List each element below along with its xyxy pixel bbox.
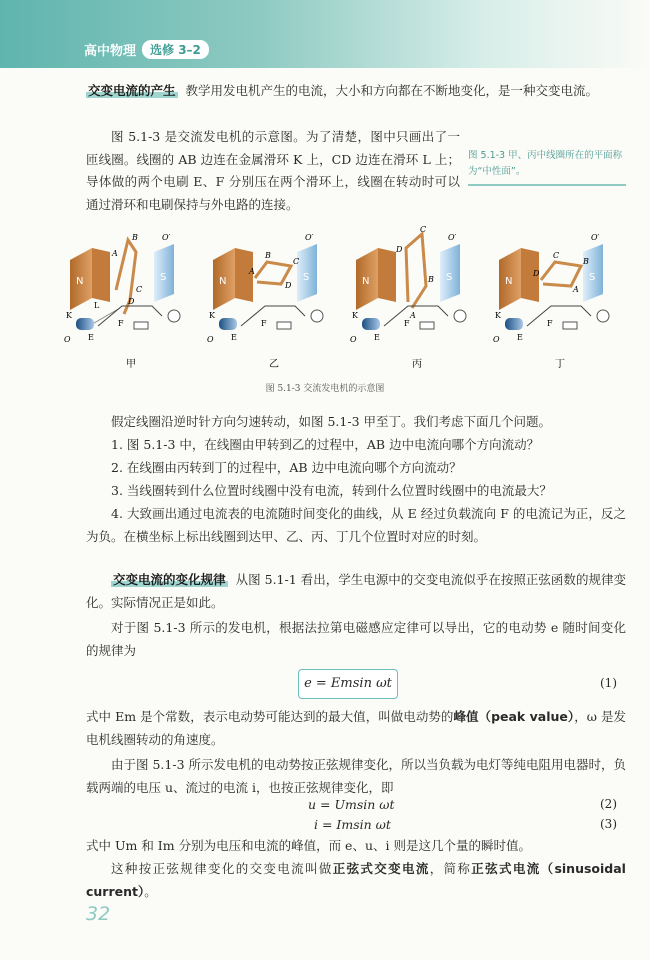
equation-2-number: (2) xyxy=(600,797,617,811)
svg-text:C: C xyxy=(293,257,300,266)
svg-text:A: A xyxy=(410,311,416,320)
equation-3-number: (3) xyxy=(600,817,617,831)
question-2: 2. 在线圈由丙转到丁的过程中，AB 边中电流向哪个方向流动？ xyxy=(111,460,462,475)
svg-text:K: K xyxy=(209,311,215,320)
svg-text:E: E xyxy=(374,333,380,342)
svg-text:O′: O′ xyxy=(162,233,171,242)
magnet-s-label: S xyxy=(160,272,167,283)
svg-text:C: C xyxy=(553,251,560,260)
section2-paragraph-2: 对于图 5.1-3 所示的发电机，根据法拉第电磁感应定律可以导出，它的电动势 e 随时间变化的规律为 xyxy=(86,620,626,658)
svg-text:D: D xyxy=(285,281,292,290)
svg-text:K: K xyxy=(495,311,501,320)
svg-text:B: B xyxy=(132,233,138,242)
svg-text:N: N xyxy=(219,276,227,287)
svg-text:F: F xyxy=(118,319,124,328)
svg-text:A: A xyxy=(573,285,579,294)
keyword-sinusoidal-ac: 正弦式交变电流 xyxy=(332,861,430,876)
questions-intro: 假定线圈沿逆时针方向匀速转动，如图 5.1-3 甲至丁。我们考虑下面几个问题。 xyxy=(111,414,552,429)
book-title: 高中物理 xyxy=(84,44,137,59)
panel-bing xyxy=(350,225,466,370)
panel-ding xyxy=(493,233,609,370)
keyword-peak: 峰值 xyxy=(453,709,479,724)
svg-text:O′: O′ xyxy=(591,233,600,242)
svg-text:A: A xyxy=(112,249,118,258)
svg-text:N: N xyxy=(362,276,370,287)
magnet-n-label: N xyxy=(76,276,84,287)
section2-paragraph-6: 这种按正弦规律变化的交变电流叫做正弦式交变电流，简称正弦式电流（sinusoidal current）。 xyxy=(86,861,626,899)
svg-text:O: O xyxy=(350,335,357,344)
svg-text:B: B xyxy=(265,251,271,260)
panel-label-ding: 丁 xyxy=(555,359,565,370)
question-1: 1. 图 5.1-3 中，在线圈由甲转到乙的过程中，AB 边中电流向哪个方向流动？ xyxy=(111,437,540,452)
question-3: 3. 当线圈转到什么位置时线圈中没有电流，转到什么位置时线圈中的电流最大？ xyxy=(111,483,552,498)
svg-text:K: K xyxy=(352,311,358,320)
panel-label-yi: 乙 xyxy=(269,359,279,370)
svg-text:F: F xyxy=(261,319,267,328)
svg-text:A: A xyxy=(249,267,255,276)
section1-p1-text: 教学用发电机产生的电流，大小和方向都在不断地变化，是一种交变电流。 xyxy=(185,83,599,98)
svg-text:D: D xyxy=(128,297,135,306)
section1-paragraph-2: 图 5.1-3 是交流发电机的示意图。为了清楚，图中只画出了一匝线圈。线圈的 AB 边连在金属滑环 K 上，CD 边连在滑环 L 上；导体做的两个电刷 E、F 分别压在两个滑环上，线圈在转动时可以通过滑环和电刷保持与外电路的连接。 xyxy=(86,129,460,212)
svg-text:S: S xyxy=(589,272,596,283)
svg-text:K: K xyxy=(66,311,72,320)
svg-text:B: B xyxy=(583,257,589,266)
sidenote: 图 5.1-3 甲、丙中线圈所在的平面称为“中性面”。 xyxy=(468,148,626,186)
panel-yi xyxy=(207,233,323,370)
svg-text:N: N xyxy=(505,276,513,287)
svg-text:D: D xyxy=(396,245,403,254)
section2-paragraph-3: 式中 Em 是个常数，表示电动势可能达到的最大值，叫做电动势的峰值（peak value），ω 是发电机线圈转动的角速度。 xyxy=(86,709,626,747)
svg-text:L: L xyxy=(94,301,100,310)
header-title xyxy=(84,40,209,59)
ammeter xyxy=(168,310,180,322)
svg-text:E: E xyxy=(88,333,94,342)
section2-paragraph-4: 由于图 5.1-3 所示发电机的电动势按正弦规律变化，所以当负载为电灯等纯电阻用电器时，负载两端的电压 u、流过的电流 i，也按正弦规律变化，即 xyxy=(86,757,627,795)
panel-label-bing: 丙 xyxy=(412,359,422,370)
panel-label-jia: 甲 xyxy=(126,359,136,370)
section1-paragraph-1 xyxy=(86,80,626,103)
equation-2: u = Umsin ωt xyxy=(308,797,395,812)
figure-caption: 图 5.1-3 交流发电机的示意图 xyxy=(265,384,385,394)
svg-text:E: E xyxy=(231,333,237,342)
page-number: 32 xyxy=(86,903,111,925)
svg-text:F: F xyxy=(404,319,410,328)
section1-heading: 交变电流的产生 xyxy=(88,83,176,98)
volume-badge: 选修 3–2 xyxy=(142,40,209,59)
svg-text:O: O xyxy=(493,335,500,344)
question-4: 4. 大致画出通过电流表的电流随时间变化的曲线，从 E 经过负载流向 F 的电流记为正，反之为负。在横坐标上标出线圈到达甲、乙、丙、丁几个位置时对应的时刻。 xyxy=(86,506,626,544)
svg-text:S: S xyxy=(303,272,310,283)
svg-text:O: O xyxy=(64,335,71,344)
slip-ring xyxy=(76,318,94,330)
equation-3: i = Imsin ωt xyxy=(314,817,391,832)
panel-jia xyxy=(64,233,180,370)
svg-text:D: D xyxy=(533,269,540,278)
svg-text:F: F xyxy=(547,319,553,328)
equation-1: e = Emsin ωt xyxy=(298,669,398,699)
svg-text:O′: O′ xyxy=(305,233,314,242)
svg-text:O: O xyxy=(207,335,214,344)
svg-text:C: C xyxy=(420,225,427,234)
svg-text:B: B xyxy=(428,275,434,284)
svg-text:O′: O′ xyxy=(448,233,457,242)
section2-heading: 交变电流的变化规律 xyxy=(113,572,226,587)
svg-text:S: S xyxy=(446,272,453,283)
section2-paragraph-5: 式中 Um 和 Im 分别为电压和电流的峰值，而 e、u、i 则是这几个量的瞬时值。 xyxy=(86,838,531,853)
svg-text:E: E xyxy=(517,333,523,342)
svg-text:C: C xyxy=(136,285,143,294)
section2-p1-text: 从图 5.1-1 看出，学生电源中的交变电流似乎在按照正弦函数的规律变化。实际情况正是如此。 xyxy=(86,572,626,610)
section2-paragraph-1 xyxy=(86,569,626,614)
load xyxy=(134,322,148,329)
generator-figure xyxy=(62,222,628,377)
equation-1-number: (1) xyxy=(600,676,617,690)
keyword-sinusoidal-current: 正弦式电流 xyxy=(471,861,541,876)
